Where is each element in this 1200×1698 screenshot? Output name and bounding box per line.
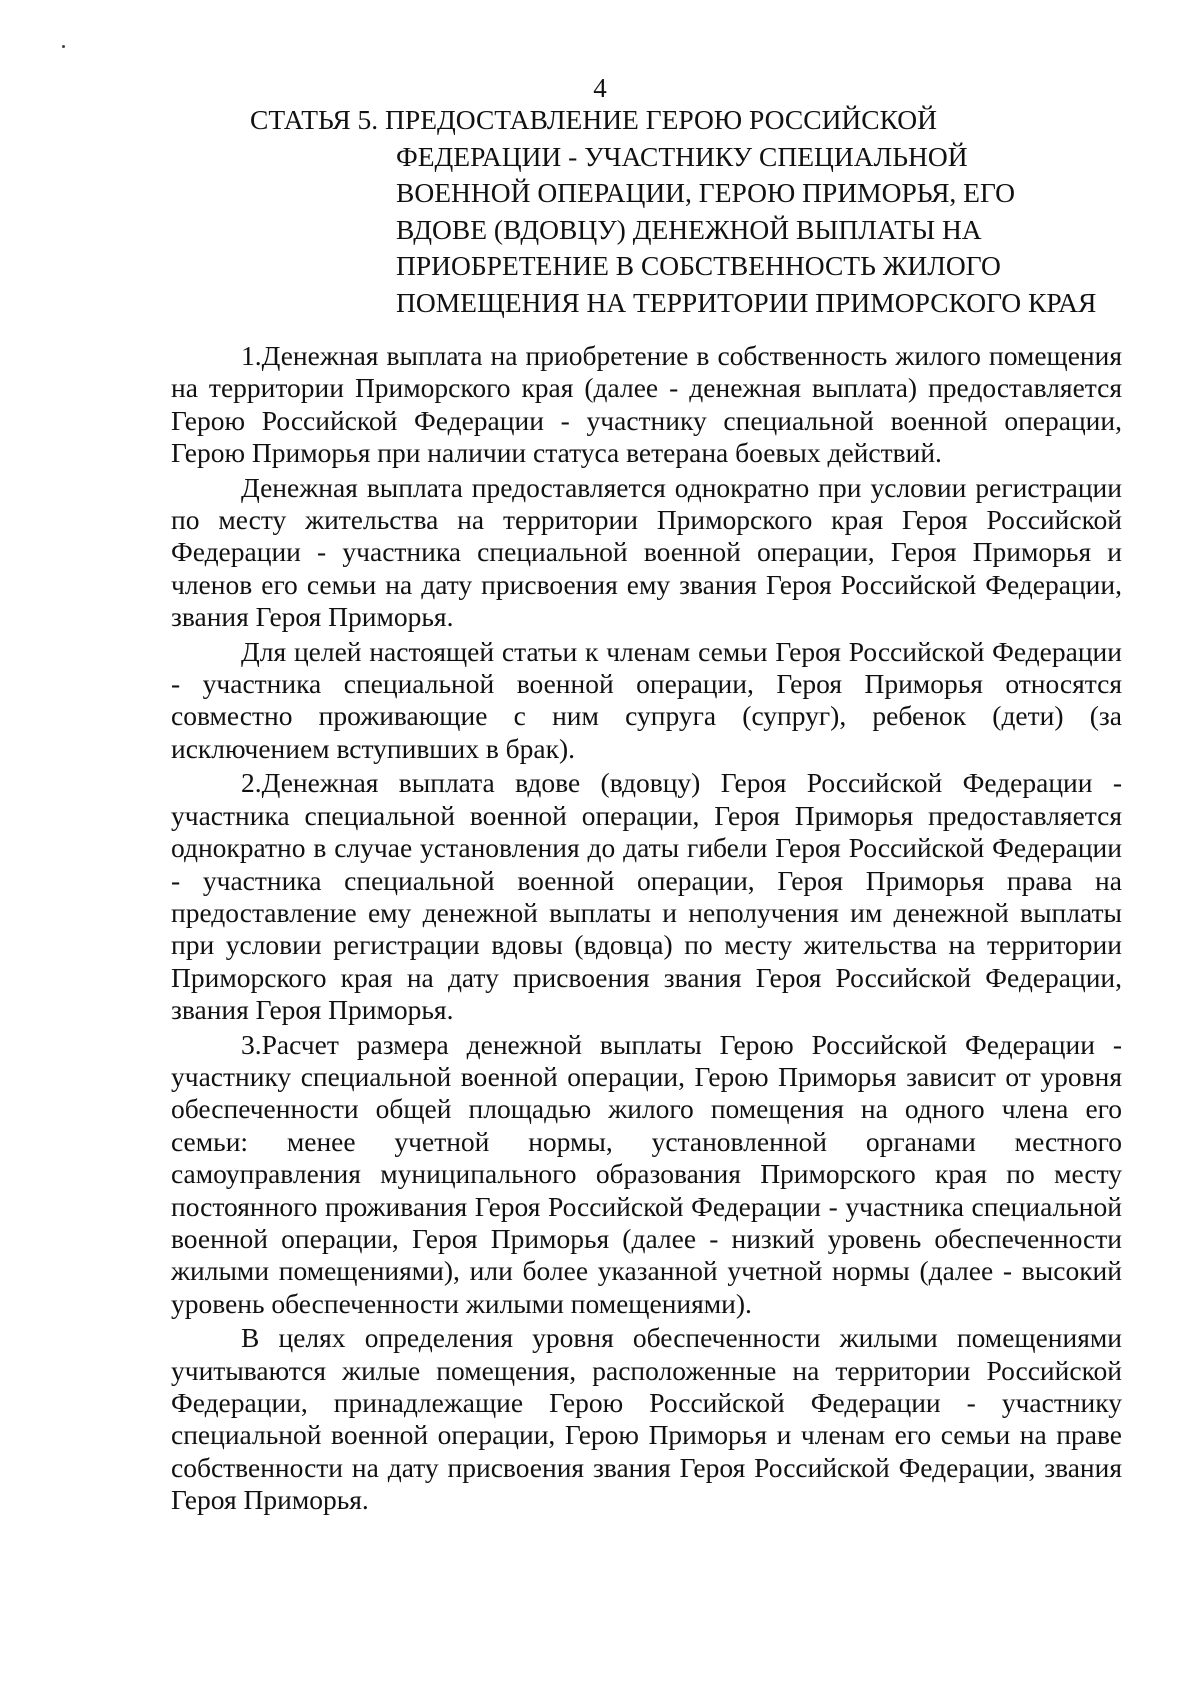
paragraph: Денежная выплата предоставляется однократно при условии регистрации по месту жительства на территории Приморского края Героя Российской Федерации - участника специальной военной операции, Героя Приморья и членов его семьи на дату присвоения ему звания Героя Российской Федерации, звания Героя Приморья. — [171, 471, 1122, 633]
paragraph: Для целей настоящей статьи к членам семьи Героя Российской Федерации - участника специальной военной операции, Героя Приморья относятся совместно проживающие с ним супруга (супруг), ребенок (дети) (за исключением вступивших в брак). — [171, 635, 1122, 764]
paragraph: В целях определения уровня обеспеченности жилыми помещениями учитываются жилые помещения, расположенные на территории Российской Федерации, принадлежащие Герою Российской Федерации - участнику специальной военной операции, Герою Приморья и членам его семьи на праве собственности на дату присвоения звания Героя Российской Федерации, звания Героя Приморья. — [171, 1322, 1122, 1516]
heading-line: ВОЕННОЙ ОПЕРАЦИИ, ГЕРОЮ ПРИМОРЬЯ, ЕГО — [396, 177, 1016, 208]
page-number: 4 — [593, 73, 607, 103]
paragraph: 1.Денежная выплата на приобретение в собственность жилого помещения на территории Приморского края (далее - денежная выплата) предоставляется Герою Российской Федерации - участнику специальной военной операции, Герою Приморья при наличии статуса ветерана боевых действий. — [171, 340, 1122, 469]
heading-line: ВДОВЕ (ВДОВЦУ) ДЕНЕЖНОЙ ВЫПЛАТЫ НА — [396, 213, 982, 245]
heading-line: ФЕДЕРАЦИИ - УЧАСТНИКУ СПЕЦИАЛЬНОЙ — [396, 140, 968, 172]
scan-speck — [62, 45, 65, 48]
heading-line: СТАТЬЯ 5. ПРЕДОСТАВЛЕНИЕ ГЕРОЮ РОССИЙСКОЙ — [250, 104, 938, 135]
article-body — [171, 340, 1122, 1519]
paragraph: 3.Расчет размера денежной выплаты Герою Российской Федерации - участнику специальной военной операции, Герою Приморья зависит от уровня обеспеченности общей площадью жилого помещения на одного члена его семьи: менее учетной нормы, установленной органами местного самоуправления муниципального образования Приморского края по месту постоянного проживания Героя Российской Федерации - участника специальной военной операции, Героя Приморья (далее - низкий уровень обеспеченности жилыми помещениями), или более указанной учетной нормы (далее - высокий уровень обеспеченности жилыми помещениями). — [171, 1028, 1122, 1319]
heading-line: ПРИОБРЕТЕНИЕ В СОБСТВЕННОСТЬ ЖИЛОГО — [396, 250, 1001, 281]
article-heading — [250, 102, 1130, 321]
paragraph: 2.Денежная выплата вдове (вдовцу) Героя Российской Федерации - участника специальной военной операции, Героя Приморья предоставляется однократно в случае установления до даты гибели Героя Российской Федерации - участника специальной военной операции, Героя Приморья права на предоставление ему денежной выплаты и неполучения им денежной выплаты при условии регистрации вдовы (вдовца) по месту жительства на территории Приморского края на дату присвоения звания Героя Российской Федерации, звания Героя Приморья. — [171, 767, 1122, 1026]
heading-line: ПОМЕЩЕНИЯ НА ТЕРРИТОРИИ ПРИМОРСКОГО КРАЯ — [396, 286, 1097, 318]
